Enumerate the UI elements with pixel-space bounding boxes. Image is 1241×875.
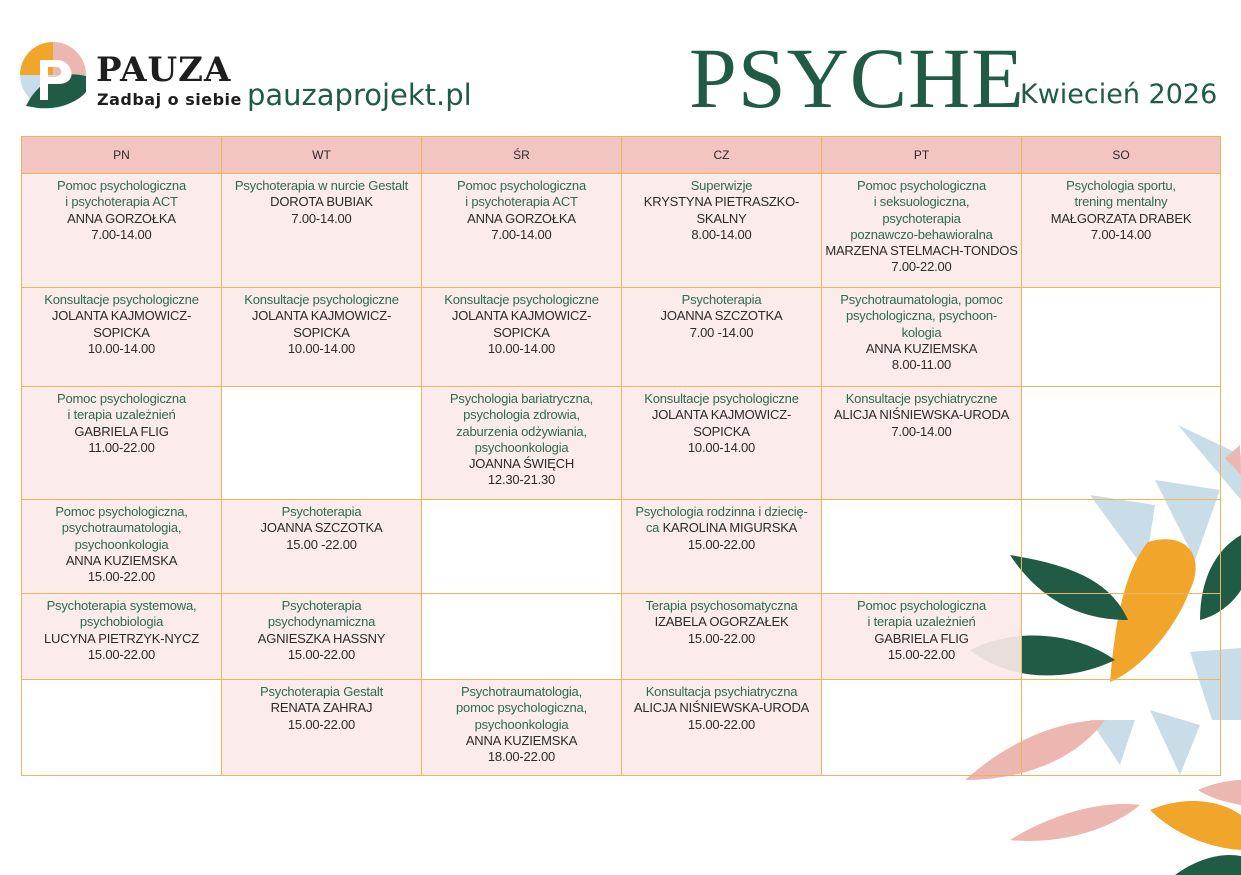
entry-time: 10.00-14.00 [87,340,156,356]
entry-time: 10.00-14.00 [487,340,556,356]
entry-time: 15.00-22.00 [287,646,356,662]
entry-title: Konsultacje psychologiczne [44,292,199,307]
entry-title: Konsultacje psychologiczne [644,391,799,406]
weekday-header: PT [822,137,1022,174]
schedule-table [21,136,1221,776]
schedule-empty-cell [422,594,622,680]
schedule-entry [622,680,822,776]
entry-person: ANNA GORZOŁKA [67,210,176,226]
entry-title: Psychologia rodzinna i dziecię- ca [635,504,808,536]
site-url-link[interactable]: pauzaprojekt.pl [247,78,472,112]
schedule-entry [22,387,222,500]
schedule-entry [622,288,822,387]
entry-time: 15.00-22.00 [687,630,756,646]
schedule-entry [422,387,622,500]
schedule-entry [222,680,422,776]
entry-time: 12.30-21.30 [487,472,556,488]
schedule-entry [22,174,222,288]
entry-time: 10.00-14.00 [687,439,756,455]
entry-time: 7.00-14.00 [1090,226,1152,242]
entry-time: 10.00-14.00 [287,340,356,356]
schedule-empty-cell [822,680,1022,776]
schedule-entry [622,594,822,680]
entry-time: 7.00 -14.00 [689,324,754,340]
schedule-entry [822,387,1022,500]
entry-person: JOLANTA KAJMOWICZ-SOPICKA [51,308,192,340]
schedule-entry [822,594,1022,680]
schedule-entry [422,174,622,288]
schedule-entry [622,387,822,500]
schedule-row [22,174,1221,288]
schedule-entry [22,288,222,387]
schedule-empty-cell [22,680,222,776]
weekday-header: WT [222,137,422,174]
entry-title: Konsultacje psychologiczne [444,292,599,307]
entry-title: Psychotraumatologia, pomoc psychologiczna, psychoonkologia [456,684,587,732]
schedule-entry [22,594,222,680]
schedule-empty-cell [1022,387,1221,500]
schedule-entry [822,288,1022,387]
entry-person: ANNA KUZIEMSKA [865,340,978,356]
entry-time: 8.00-11.00 [891,357,952,373]
entry-title: Psychoterapia [681,292,762,307]
entry-person: AGNIESZKA HASSNY [257,630,386,646]
schedule-entry [222,288,422,387]
entry-person: ALICJA NIŚNIEWSKA-URODA [633,700,810,716]
weekday-header: PN [22,137,222,174]
entry-person: ANNA KUZIEMSKA [65,552,178,568]
schedule-entry [422,288,622,387]
schedule-empty-cell [1022,594,1221,680]
entry-person: LUCYNA PIETRZYK-NYCZ [44,630,199,646]
pauza-logo-icon [18,40,88,110]
entry-time: 15.00-22.00 [287,716,356,732]
entry-title: Pomoc psychologiczna i seksuologiczna, psychoterapia poznawczo-behawioralna [850,178,993,242]
entry-person: GABRIELA FLIG [874,630,969,646]
entry-person: RENATA ZAHRAJ [270,700,373,716]
entry-title: Pomoc psychologiczna i psychoterapia ACT [457,178,586,210]
entry-person: GABRIELA FLIG [74,423,169,439]
entry-person: KRYSTYNA PIETRASZKO-SKALNY [643,194,800,226]
weekday-header: SO [1022,137,1221,174]
entry-title: Konsultacje psychologiczne [244,292,399,307]
entry-person: MARZENA STELMACH-TONDOS [825,243,1018,259]
entry-title: Psychoterapia Gestalt [260,684,383,699]
schedule-row [22,594,1221,680]
schedule-entry [622,174,822,288]
entry-time: 15.00-22.00 [87,569,156,585]
entry-person: DOROTA BUBIAK [270,194,373,210]
schedule-empty-cell [1022,500,1221,594]
entry-title: Psychologia bariatryczna, psychologia zdrowia, zaburzenia odżywiania, psychoonkologia [449,391,594,455]
schedule-entry [222,594,422,680]
schedule-entry [422,680,622,776]
entry-person: MAŁGORZATA DRABEK [1050,210,1192,226]
schedule-entry [822,174,1022,288]
entry-person: JOLANTA KAJMOWICZ-SOPICKA [251,308,392,340]
weekday-header: CZ [622,137,822,174]
entry-title: Superwizje [690,178,753,193]
entry-person: JOANNA SZCZOTKA [260,520,383,536]
schedule-empty-cell [822,500,1022,594]
schedule-entry [222,174,422,288]
entry-title: Psychoterapia psychodynamiczna [267,598,376,630]
entry-title: Psychologia sportu, trening mentalny [1066,178,1176,210]
schedule-empty-cell [222,387,422,500]
schedule-row [22,288,1221,387]
page-title: PSYCHE [689,30,1025,126]
page-header [0,0,1241,130]
schedule-row [22,387,1221,500]
brand-tagline: Zadbaj o siebie [97,90,242,109]
entry-time: 15.00-22.00 [687,536,756,552]
entry-person: JOLANTA KAJMOWICZ-SOPICKA [651,407,792,439]
entry-time: 11.00-22.00 [88,439,155,455]
entry-time: 18.00-22.00 [487,749,556,765]
weekday-header: ŚR [422,137,622,174]
schedule-entry [22,500,222,594]
entry-title: Pomoc psychologiczna i terapia uzależnień [857,598,986,630]
weekday-header-row [22,137,1221,174]
entry-person: ANNA KUZIEMSKA [465,732,578,748]
entry-title: Konsultacja psychiatryczna [645,684,798,699]
entry-time: 7.00-14.00 [291,210,352,226]
entry-person: KAROLINA MIGURSKA [662,520,798,536]
entry-time: 15.00 -22.00 [286,536,357,552]
entry-time: 15.00-22.00 [687,716,756,732]
schedule-entry [1022,174,1221,288]
entry-time: 8.00-14.00 [691,226,752,242]
entry-time: 15.00-22.00 [87,646,156,662]
entry-title: Psychoterapia systemowa, psychobiologia [46,598,197,630]
schedule-entry [622,500,822,594]
entry-title: Pomoc psychologiczna i psychoterapia ACT [57,178,186,210]
schedule-empty-cell [1022,680,1221,776]
schedule-row [22,680,1221,776]
schedule-row [22,500,1221,594]
entry-person: IZABELA OGORZAŁEK [654,614,789,630]
entry-title: Pomoc psychologiczna, psychotraumatologia, psychoonkologia [55,504,188,552]
entry-title: Konsultacje psychiatryczne [845,391,998,406]
entry-time: 15.00-22.00 [887,646,956,662]
schedule-entry [222,500,422,594]
entry-title: Psychoterapia [281,504,362,519]
schedule-empty-cell [1022,288,1221,387]
entry-person: JOANNA SZCZOTKA [660,308,783,324]
entry-title: Terapia psychosomatyczna [645,598,798,613]
schedule-empty-cell [422,500,622,594]
month-label: Kwiecień 2026 [1020,79,1218,110]
brand-name: PAUZA [96,50,232,90]
entry-time: 7.00-14.00 [91,226,152,242]
entry-time: 7.00-14.00 [491,226,552,242]
entry-time: 7.00-22.00 [891,259,952,275]
entry-person: ALICJA NIŚNIEWSKA-URODA [833,407,1010,423]
entry-title: Psychotraumatologia, pomoc psychologiczna, psychoon- kologia [840,292,1003,340]
entry-person: ANNA GORZOŁKA [467,210,576,226]
entry-person: JOANNA ŚWIĘCH [468,456,575,472]
entry-title: Pomoc psychologiczna i terapia uzależnień [57,391,186,423]
schedule-body [22,174,1221,776]
entry-time: 7.00-14.00 [891,423,952,439]
entry-person: JOLANTA KAJMOWICZ-SOPICKA [451,308,592,340]
entry-title: Psychoterapia w nurcie Gestalt [234,178,409,193]
